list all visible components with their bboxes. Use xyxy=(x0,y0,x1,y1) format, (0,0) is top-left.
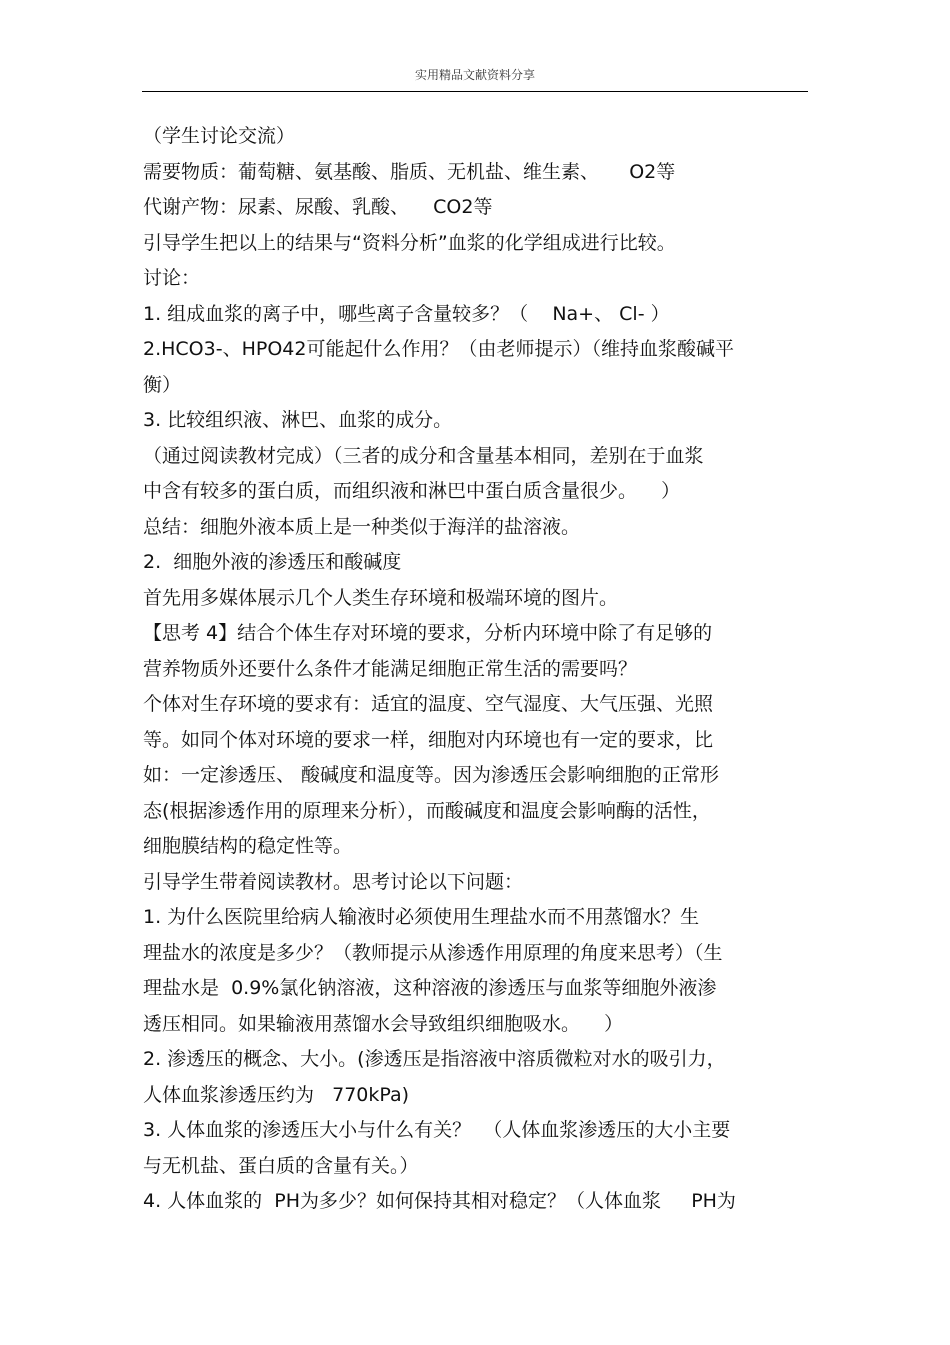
text-line: 首先用多媒体展示几个人类生存环境和极端环境的图片。 xyxy=(143,586,619,609)
text-line: 2. 渗透压的概念、大小。(渗透压是指溶液中溶质微粒对水的吸引力， xyxy=(143,1048,726,1070)
text-line: 讨论： xyxy=(143,267,201,289)
text-line: 营养物质外还要什么条件才能满足细胞正常生活的需要吗？ xyxy=(143,657,638,680)
document-body xyxy=(143,119,823,1220)
text-line: 1. 为什么医院里给病人输液时必须使用生理盐水而不用蒸馏水？生 xyxy=(143,906,700,928)
text-line: 态(根据渗透作用的原理来分析），而酸碱度和温度会影响酶的活性， xyxy=(143,799,711,822)
text-line: 引导学生带着阅读教材。思考讨论以下问题： xyxy=(143,870,524,893)
text-line: 2. 细胞外液的渗透压和酸碱度 xyxy=(143,551,402,573)
text-line: 人体血浆渗透压约为 770kPa) xyxy=(143,1083,410,1106)
text-line: （通过阅读教材完成）（三者的成分和含量基本相同，差别在于血浆 xyxy=(143,444,704,467)
text-line: 理盐水是 0.9%氯化钠溶液，这种溶液的渗透压与血浆等细胞外液渗 xyxy=(143,977,717,999)
header-divider xyxy=(142,91,808,92)
text-line: 衡） xyxy=(143,373,182,396)
text-line: 透压相同。如果输液用蒸馏水会导致组织细胞吸水。 ） xyxy=(143,1012,624,1035)
text-line: 2.HCO3-、HPO42可能起什么作用？（由老师提示）（维持血浆酸碱平 xyxy=(143,338,734,360)
text-line: 【思考 4】结合个体生存对环境的要求，分析内环境中除了有足够的 xyxy=(143,622,713,644)
text-line: 等。如同个体对环境的要求一样，细胞对内环境也有一定的要求，比 xyxy=(143,728,714,751)
text-line: （学生讨论交流） xyxy=(143,125,296,147)
text-line: 引导学生把以上的结果与“资料分析”血浆的化学组成进行比较。 xyxy=(143,231,676,254)
text-line: 4. 人体血浆的 PH为多少？如何保持其相对稳定？（人体血浆 PH为 xyxy=(143,1190,736,1212)
text-line: 1. 组成血浆的离子中，哪些离子含量较多？（ Na+、 Cl- ） xyxy=(143,302,670,325)
text-line: 理盐水的浓度是多少？（教师提示从渗透作用原理的角度来思考）（生 xyxy=(143,941,723,964)
text-line: 个体对生存环境的要求有：适宜的温度、空气湿度、大气压强、光照 xyxy=(143,693,714,715)
text-line: 细胞膜结构的稳定性等。 xyxy=(143,835,353,857)
text-line: 总结：细胞外液本质上是一种类似于海洋的盐溶液。 xyxy=(143,515,581,538)
text-line: 3. 人体血浆的渗透压大小与什么有关？ （人体血浆渗透压的大小主要 xyxy=(143,1119,731,1141)
text-line: 与无机盐、蛋白质的含量有关。） xyxy=(143,1154,419,1177)
text-line: 如：一定渗透压、 酸碱度和温度等。因为渗透压会影响细胞的正常形 xyxy=(143,764,720,786)
page-header: 实用精品文献资料分享 xyxy=(414,68,535,82)
text-line: 代谢产物：尿素、尿酸、乳酸、 CO2等 xyxy=(143,196,493,218)
text-line: 3. 比较组织液、淋巴、血浆的成分。 xyxy=(143,409,453,431)
text-line: 中含有较多的蛋白质，而组织液和淋巴中蛋白质含量很少。 ） xyxy=(143,480,681,502)
text-line: 需要物质：葡萄糖、氨基酸、脂质、无机盐、维生素、 O2等 xyxy=(143,160,676,183)
